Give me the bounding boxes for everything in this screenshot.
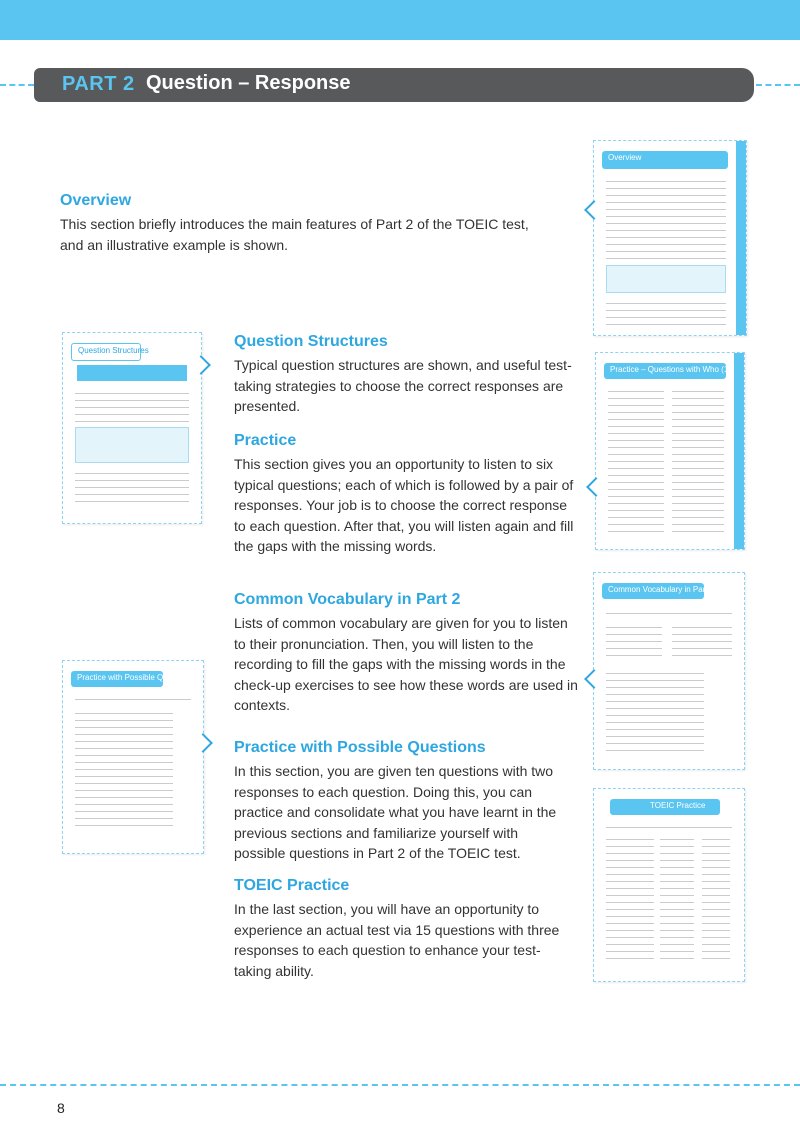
thumbnail-common-vocabulary <box>593 572 745 770</box>
section-body: In the last section, you will have an opportunity to experience an actual test via 15 questions with three responses to each question to enhance your test-taking ability. <box>234 901 560 979</box>
header-dash-right <box>756 84 800 86</box>
thumbnail-banner <box>77 365 187 381</box>
thumbnail-header: Common Vocabulary in Part 2 <box>602 583 704 599</box>
section-question-structures <box>234 333 579 417</box>
thumbnail-text-lines <box>606 667 704 755</box>
thumbnail-tip-box <box>75 427 189 463</box>
thumbnail-text-lines <box>606 297 726 325</box>
thumbnail-text-lines <box>660 833 694 963</box>
section-possible-questions <box>234 739 564 864</box>
page-title: Question – Response <box>146 72 351 94</box>
section-overview <box>60 192 530 255</box>
section-body: This section briefly introduces the main features of Part 2 of the TOEIC test, and an illustrative example is shown. <box>60 216 529 253</box>
section-heading: Practice <box>234 432 297 449</box>
section-toeic-practice <box>234 877 564 981</box>
top-color-band <box>0 0 800 40</box>
section-heading: Common Vocabulary in Part 2 <box>234 591 461 608</box>
part-title-bar <box>34 68 754 102</box>
section-heading: Overview <box>60 192 132 209</box>
thumbnail-side-strip <box>736 141 746 335</box>
section-body: Typical question structures are shown, and useful test-taking strategies to choose the correct responses are presented. <box>234 357 572 414</box>
thumbnail-example-box <box>606 265 726 293</box>
footer-dash-line <box>0 1084 800 1086</box>
thumbnail-text-lines <box>606 621 662 661</box>
thumbnail-practice <box>595 352 745 550</box>
thumbnail-text-lines <box>606 607 732 617</box>
thumbnail-text-lines <box>672 385 724 535</box>
section-common-vocabulary <box>234 591 579 716</box>
thumbnail-text-lines <box>606 821 732 829</box>
section-body: Lists of common vocabulary are given for you to listen to their pronunciation. Then, you will listen to the recording to fill the gaps with the missing words in the check-up exercises to see how these words are used in contexts. <box>234 615 578 713</box>
thumbnail-question-structures <box>62 332 202 524</box>
section-heading: Practice with Possible Questions <box>234 739 486 756</box>
thumbnail-text-lines <box>672 621 732 661</box>
thumbnail-overview <box>593 140 747 336</box>
header-dash-left <box>0 84 34 86</box>
thumbnail-text-lines <box>606 833 654 963</box>
thumbnail-header: Overview <box>602 151 728 169</box>
thumbnail-toeic-practice <box>593 788 745 982</box>
section-heading: Question Structures <box>234 333 388 350</box>
thumbnail-text-lines <box>702 833 730 963</box>
thumbnail-header: Practice with Possible Questions <box>71 671 163 687</box>
thumbnail-header: TOEIC Practice <box>610 799 720 815</box>
page-number: 8 <box>57 1100 65 1116</box>
thumbnail-header: Question Structures <box>71 343 141 361</box>
thumbnail-text-lines <box>75 467 189 507</box>
part-label: PART 2 <box>62 73 135 95</box>
thumbnail-text-lines <box>608 385 664 535</box>
section-practice <box>234 432 579 557</box>
thumbnail-text-lines <box>606 175 726 259</box>
thumbnail-possible-questions <box>62 660 204 854</box>
section-body: This section gives you an opportunity to listen to six typical questions; each of which is followed by a pair of responses. Your job is to choose the correct response to each question. After that, you will listen again and fill the gaps with the missing words. <box>234 456 574 554</box>
thumbnail-text-lines <box>123 707 173 827</box>
thumbnail-header: Practice – Questions with Who (1) <box>604 363 726 379</box>
thumbnail-side-strip <box>734 353 744 549</box>
section-heading: TOEIC Practice <box>234 877 350 894</box>
thumbnail-text-lines <box>75 387 189 423</box>
thumbnail-text-lines <box>75 693 191 701</box>
section-body: In this section, you are given ten questions with two responses to each question. Doing this, you can practice and consolidate what you have learnt in the previous sections and familiarize yourself with possible questions in Part 2 of the TOEIC test. <box>234 763 557 861</box>
